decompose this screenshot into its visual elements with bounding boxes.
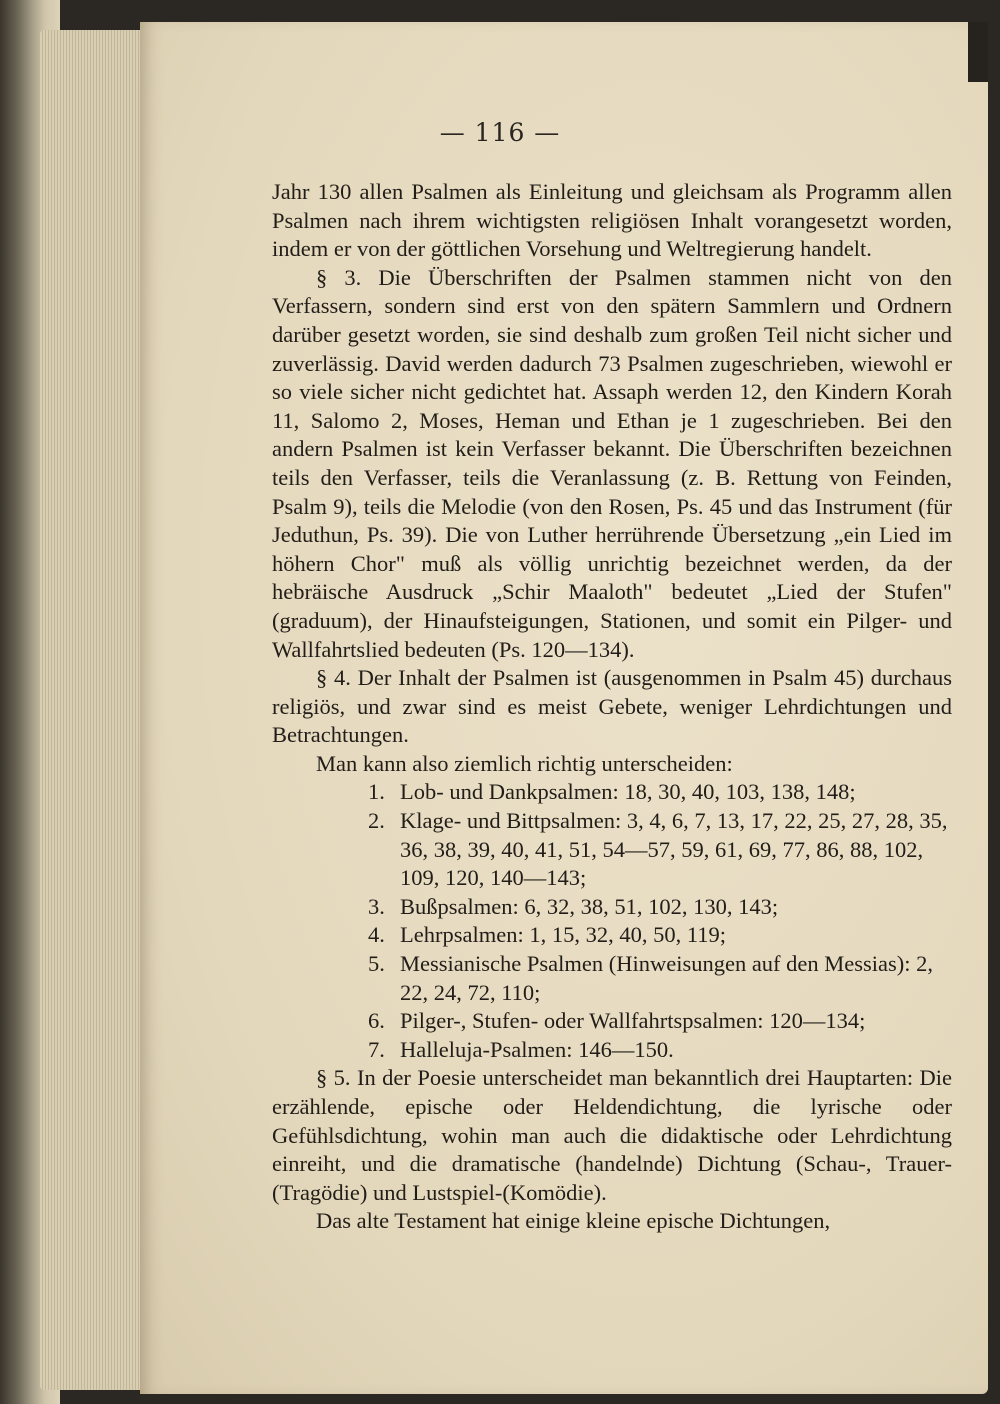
list-item-text: Halleluja-Psalmen: 146—150. — [400, 1036, 674, 1062]
paragraph-section-5: § 5. In der Poesie unterscheidet man bekanntlich drei Hauptarten: Die erzählende, epische oder Heldendichtung, die lyrische oder Gefühlsdichtung, wohin man auch die didaktische oder Lehrdichtung einreiht, und die dramatische (handelnde) Dichtung (Schau-, Trauer-(Tragödie) und Lustspiel-(Komödie). — [272, 1065, 952, 1205]
list-item-number: 2. — [368, 808, 385, 834]
list-item — [272, 1036, 952, 1065]
list-item — [272, 778, 952, 807]
list-item-text: Messianische Psalmen (Hinweisungen auf den Messias): 2, 22, 24, 72, 110; — [400, 951, 934, 1005]
list-item-text: Pilger-, Stufen- oder Wallfahrtspsalmen: 120—134; — [400, 1008, 866, 1034]
page-corner-shadow — [968, 22, 988, 82]
list-item-number: 3. — [368, 893, 385, 919]
psalm-category-list — [272, 778, 952, 1064]
paragraph-section-3: § 3. Die Überschriften der Psalmen stammen nicht von den Verfassern, sondern sind erst von den spätern Sammlern und Ordnern darüber gesetzt worden, sie sind deshalb zum großen Teil nicht sicher und zuverlässig. David werden dadurch 73 Psalmen zugeschrieben, wiewohl er so viele sicher nicht gedichtet hat. Assaph werden 12, den Kindern Korah 11, Salomo 2, Moses, Heman und Ethan je 1 zugeschrieben. Bei den andern Psalmen ist kein Verfasser bekannt. Die Überschriften bezeichnen teils den Verfasser, teils die Veranlassung (z. B. Rettung von Feinden, Psalm 9), teils die Melodie (von den Rosen, Ps. 45 und das Instrument (für Jeduthun, Ps. 39). Die von Luther herrührende Übersetzung „ein Lied im höhern Chor" muß als völlig unrichtig bezeichnet werden, da der hebräische Ausdruck „Schir Maaloth" bedeutet „Lied der Stufen" (graduum), der Hinaufsteigungen, Stationen, und somit ein Pilger- und Wallfahrtslied bedeuten (Ps. 120—134). — [272, 264, 952, 662]
list-item-number: 1. — [368, 779, 385, 805]
list-item — [272, 950, 952, 1007]
list-item — [272, 921, 952, 950]
page-number: — 116 — — [439, 118, 561, 147]
list-item-text: Klage- und Bittpsalmen: 3, 4, 6, 7, 13, 17, 22, 25, 27, 28, 35, 36, 38, 39, 40, 41, 51, 54—57, 59, 61, 69, 77, 86, 88, 102, 109, 120, 140—143; — [400, 808, 948, 891]
list-item-number: 7. — [368, 1036, 385, 1062]
list-item-text: Lob- und Dankpsalmen: 18, 30, 40, 103, 138, 148; — [400, 779, 856, 805]
list-item — [272, 1007, 952, 1036]
list-item-number: 6. — [368, 1008, 385, 1034]
body-text — [272, 178, 952, 1236]
paragraph-section-4: § 4. Der Inhalt der Psalmen ist (ausgenommen in Psalm 45) durchaus religiös, und zwar sind es meist Gebete, weniger Lehrdichtungen und Betrachtungen. — [272, 665, 952, 748]
list-item-text: Lehrpsalmen: 1, 15, 32, 40, 50, 119; — [400, 922, 726, 948]
list-item — [272, 893, 952, 922]
list-item-number: 5. — [368, 951, 385, 977]
list-item-text: Bußpsalmen: 6, 32, 38, 51, 102, 130, 143; — [400, 893, 779, 919]
paragraph-list-intro: Man kann also ziemlich richtig unterscheiden: — [316, 750, 733, 776]
list-item-number: 4. — [368, 922, 385, 948]
paragraph-continuation: Jahr 130 allen Psalmen als Einleitung und gleichsam als Programm allen Psalmen nach ihrem wichtigsten religiösen Inhalt vorangesetzt worden, indem er von der göttlichen Vorsehung und Weltregierung handelt. — [272, 179, 952, 262]
paragraph-old-testament: Das alte Testament hat einige kleine epische Dichtungen, — [316, 1208, 831, 1234]
list-item — [272, 807, 952, 893]
